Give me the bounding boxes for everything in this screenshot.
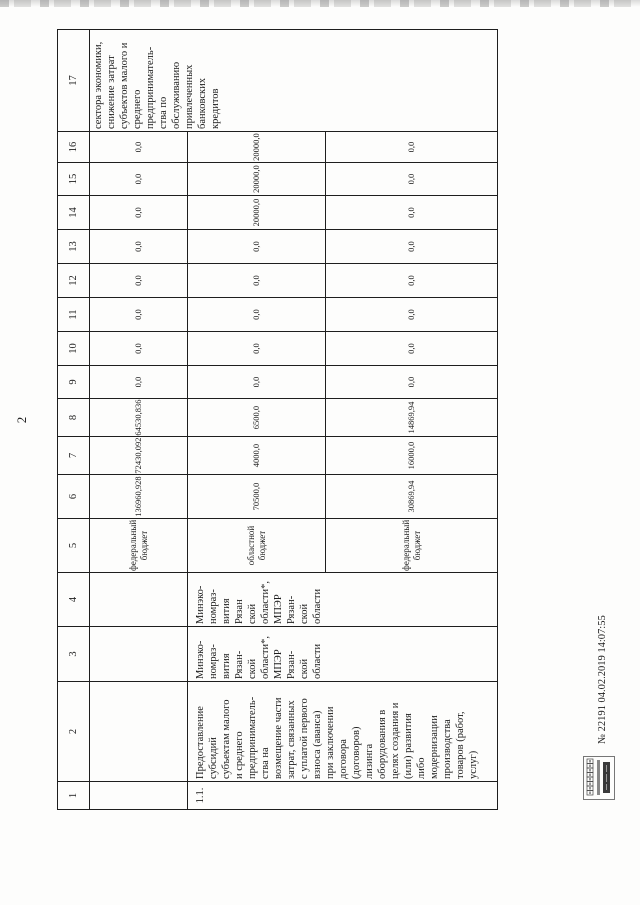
registration-stamp-text: № 22191 04.02.2019 14:07:55 — [597, 615, 608, 744]
column-number-cell: 6 — [58, 475, 90, 519]
value-cell: 0,0 — [326, 332, 498, 366]
value-cell: 30869,94 — [326, 475, 498, 519]
value-cell: 0,0 — [326, 163, 498, 196]
value-cell: 4000,0 — [188, 437, 326, 475]
item-number-cell: 1.1. — [188, 782, 498, 810]
value-cell: 0,0 — [90, 332, 188, 366]
value-cell: 0,0 — [90, 132, 188, 163]
value-cell: 0,0 — [90, 264, 188, 298]
value-cell: 0,0 — [188, 366, 326, 399]
column-number-cell: 1 — [58, 782, 90, 810]
value-cell: 72430,092 — [90, 437, 188, 475]
column-number-cell: 15 — [58, 163, 90, 196]
value-cell: 0,0 — [90, 230, 188, 264]
value-cell: 64530,836 — [90, 399, 188, 437]
item-name-cell: Предоставление субсидий субъектам малого и среднего предприниматель- ства на возмещение части затрат, связанных с уплатой первого взноса (аванса) при заключении договора (договоров) лизинга оборудования в целях создания и (или) развития либо модернизации производства товаров (работ, услуг) — [188, 682, 498, 782]
value-cell: 0,0 — [90, 366, 188, 399]
value-cell: 0,0 — [326, 230, 498, 264]
column-number-cell: 8 — [58, 399, 90, 437]
column-number-cell: 4 — [58, 573, 90, 627]
column-number-cell: 11 — [58, 298, 90, 332]
program-table — [57, 29, 498, 810]
value-cell: 0,0 — [188, 332, 326, 366]
column-number-cell: 17 — [58, 30, 90, 132]
value-cell: 0,0 — [326, 264, 498, 298]
value-cell: 0,0 — [326, 366, 498, 399]
table-row — [90, 30, 188, 810]
column-number-cell: 5 — [58, 519, 90, 573]
value-cell: 0,0 — [326, 132, 498, 163]
column-number-cell: 16 — [58, 132, 90, 163]
table-row — [188, 30, 326, 810]
column-number-cell: 7 — [58, 437, 90, 475]
value-cell: 0,0 — [188, 230, 326, 264]
budget-source-cell: федеральный бюджет — [90, 519, 188, 573]
column-number-cell: 12 — [58, 264, 90, 298]
value-cell: 0,0 — [326, 196, 498, 230]
value-cell: 20000,0 — [188, 196, 326, 230]
value-cell: 0,0 — [90, 298, 188, 332]
value-cell: 6500,0 — [188, 399, 326, 437]
value-cell: 0,0 — [90, 163, 188, 196]
executor-cell: Минэко- номраз- вития Рязан- ской области*, МПЭР Рязан- ской области — [188, 627, 498, 682]
registry-stamp-icon — [583, 756, 615, 800]
value-cell: 20000,0 — [188, 132, 326, 163]
column-number-cell: 3 — [58, 627, 90, 682]
value-cell: 16000,0 — [326, 437, 498, 475]
empty-cell — [90, 573, 188, 627]
value-cell: 0,0 — [188, 264, 326, 298]
expected-result-cell: сектора экономики, снижение затрат субъектов малого и среднего предприниматель- ства по обслуживанию привлеченных банковских кредитов — [90, 30, 498, 132]
empty-cell — [90, 627, 188, 682]
empty-cell — [90, 682, 188, 782]
empty-cell — [90, 782, 188, 810]
value-cell: 0,0 — [90, 196, 188, 230]
column-number-cell: 13 — [58, 230, 90, 264]
rotated-table-container — [57, 30, 497, 810]
budget-source-cell: федеральный бюджет — [326, 519, 498, 573]
page-number: 2 — [14, 416, 29, 424]
value-cell: 136960,928 — [90, 475, 188, 519]
value-cell: 20000,0 — [188, 163, 326, 196]
column-number-cell: 2 — [58, 682, 90, 782]
column-number-cell: 9 — [58, 366, 90, 399]
value-cell: 14869,94 — [326, 399, 498, 437]
budget-source-cell: областной бюджет — [188, 519, 326, 573]
column-number-row — [58, 30, 90, 810]
column-number-cell: 14 — [58, 196, 90, 230]
scan-edge — [0, 0, 640, 7]
value-cell: 0,0 — [326, 298, 498, 332]
participant-cell: Минэко- номраз- вития Рязан ской области*, МПЭР Рязан- ской области — [188, 573, 498, 627]
column-number-cell: 10 — [58, 332, 90, 366]
value-cell: 70500,0 — [188, 475, 326, 519]
value-cell: 0,0 — [188, 298, 326, 332]
